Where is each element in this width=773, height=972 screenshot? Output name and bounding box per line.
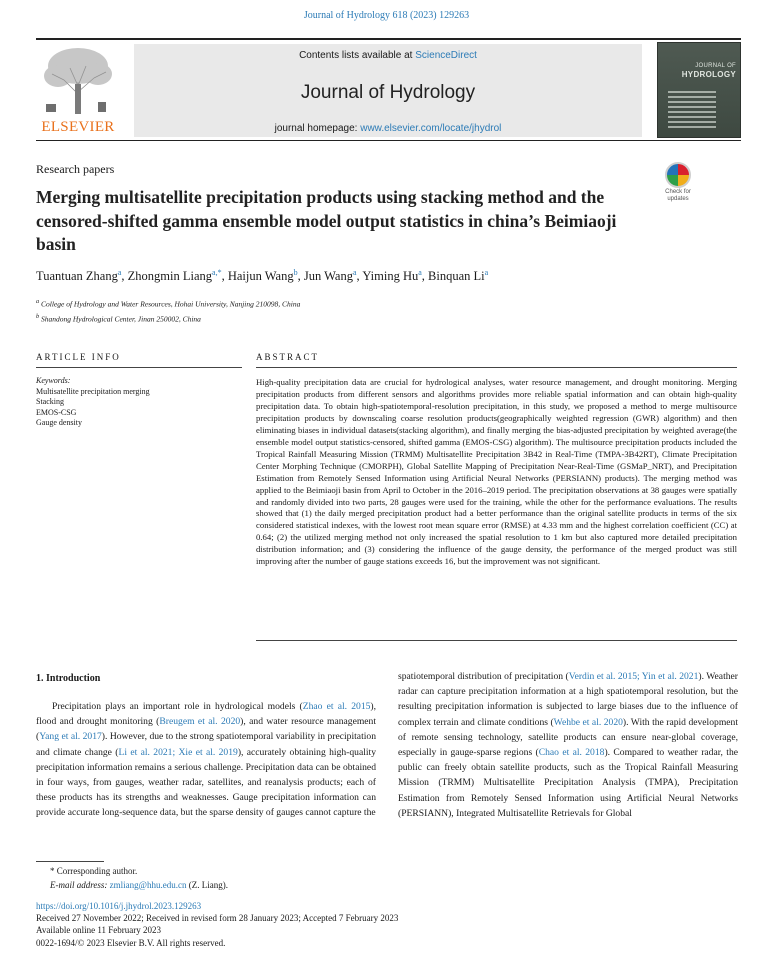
sciencedirect-link[interactable]: ScienceDirect [415,50,477,61]
contents-prefix: Contents lists available at [299,50,416,61]
introduction-heading: 1. Introduction [36,673,101,684]
author-affil-mark[interactable]: a,* [212,268,222,277]
email-line [50,879,450,893]
author-affil-mark[interactable]: a [117,268,122,277]
author-affil-mark[interactable]: a [418,268,422,277]
abstract-rule [256,367,737,368]
abstract-text: High-quality precipitation data are crucial for hydrological analyses, water resource management, and drought monitoring. Merging precipitation products from different sensors and algorithms provides more reliable spatial information and can obtain high-quality precipitation data. To obtain high-spatiotemporal-resolution precipitation, in this study, we proposed a method to merge multisource precipitation products by downscaling coarse resolution products(geographically weighted regression (GWR) algorithm) and then eliminating biases in individual datasets(stacking algorithm), and finally merging the bias-adjusted precipitation by weighted average(the ensemble model output statistics-censored, shifted gamma (EMOS-CSG) algorithm). The multisource precipitation products included the Tropical Rainfall Measuring Mission (TRMM) Multisatellite Precipitation 3B42 in Real-Time (TMPA-3B42RT), Climate Precipitation Center Morphing Technique (CMORPH), Global Satellite Mapping of Precipitation Near-Real-Time (GSMaP_NRT), and Precipitation Estimation from Remotely Sensed Information using Artificial Neural Networks (PERSIANN) products). The merging method was applied to the Beimiaoji basin from April to October in the 2016–2019 period. The precipitation observations at 38 gauges were spatially and randomly divided into two parts, 28 gauges were used for the training, while the other for the performance evaluations. The results showed that (1) the daily merged precipitation product had a better performance than the original satellite products in terms of the six considered statistical indexes, with the lowest root mean square error (RMSE) at 4.33 mm and the highest correlation coefficient (CC) at 0.64; (2) the utilized merging method not only increased the spatial resolution to 1 km but also captured more detailed precipitation distribution information; and (3) considering the influence of the gauge density, the performance of the merged product was still improving after the number of gauge stations exceeds 16, but the improvement was not significant. [256,377,737,567]
article-info-rule [36,367,242,368]
author-name[interactable]: Jun Wang [303,269,353,284]
crossmark-label: Check for updates [665,189,691,202]
online-date: Available online 11 February 2023 [36,925,161,936]
crossmark-icon [665,162,691,188]
received-dates: Received 27 November 2022; Received in revised form 28 January 2023; Accepted 7 February 2023 [36,913,399,924]
homepage-line [134,123,642,134]
author-name[interactable]: Zhongmin Liang [127,269,213,284]
email-suffix: (Z. Liang). [186,879,228,890]
keyword-item: EMOS-CSG [36,407,77,417]
author-name[interactable]: Haijun Wang [227,269,294,284]
intro-text: ), accurately obtaining high-quality precipitation information remains a serious challenge. Precipitation data can be obtained in four ways, from gauges, weather radar, satellites, and reanalysis products; each of these products has its strengths and weaknesses. Gauge precipitation information can provide accurate long-sequence data, but the sparse density of gauges cannot capture the [36,746,377,819]
author-affil-mark[interactable]: b [293,268,298,277]
intro-text: spatiotemporal distribution of precipitation ( [398,671,569,682]
author-affil-mark[interactable]: a [352,268,357,277]
section-label: Research papers [36,162,115,176]
intro-text: ), flood and drought monitoring ( [36,701,377,728]
running-head[interactable]: Journal of Hydrology 618 (2023) 129263 [303,10,470,21]
keyword-item: Gauge density [36,418,82,427]
elsevier-logo[interactable] [36,44,120,136]
journal-title[interactable]: Journal of Hydrology [300,82,476,103]
citation-link[interactable]: Wehbe et al. 2020 [553,716,623,728]
cover-title-large: HYDROLOGY [681,70,736,79]
affiliation-text: Shandong Hydrological Center, Jinan 250002, China [41,314,201,323]
affiliation-item [36,296,736,311]
keywords-label: Keywords: [36,376,71,385]
article-title: Merging multisatellite precipitation products using stacking method and the censored-shifted gamma ensemble model output statistics in china’s Beimiaoji basin [36,187,617,254]
cover-title-small: JOURNAL OF [695,63,736,69]
abstract-heading: ABSTRACT [256,352,320,362]
intro-text: ). With the rapid development of remote sensing technology, satellite products can ensure near-global coverage, especially in gauge-sparse regions ( [398,716,738,759]
affiliation-mark: a [36,298,40,305]
intro-left-column [36,699,376,821]
elsevier-wordmark: ELSEVIER [41,119,115,135]
citation-link[interactable]: Zhao et al. 2015 [302,701,371,712]
intro-text: ). Compared to weather radar, the public can freely obtain satellite products, such as the Tropical Rainfall Measuring Mission (TRMM) Multisatellite Precipitation Analysis (TMPA), Precipitation Estimation from Remotely Sensed Information using Artificial Neural Networks (PERSIANN), Integrated Multisatellite Retrievals for Global [398,747,738,819]
citation-link[interactable]: Yang et al. 2017 [39,731,102,743]
citation-link[interactable]: Li et al. 2021; Xie et al. 2019 [118,746,238,758]
author-affil-mark[interactable]: a [484,268,489,277]
affiliation-text: College of Hydrology and Water Resources, Hohai University, Nanjing 210098, China [41,299,301,309]
author-name[interactable]: Binquan Li [428,269,485,284]
affiliations [36,296,736,325]
cover-text-lines [668,91,716,131]
keywords-block [36,376,242,429]
intro-text: ), and water resource management ( [36,716,377,743]
cover-title [664,63,736,79]
copyright-line: 0022-1694/© 2023 Elsevier B.V. All rights reserved. [36,937,226,948]
keyword-item: Stacking [36,397,64,406]
journal-homepage-link[interactable]: www.elsevier.com/locate/jhydrol [360,123,502,134]
citation-link[interactable]: Chao et al. 2018 [538,747,605,759]
intro-text: ). However, due to the strong spatiotemporal variability in precipitation and climate change ( [36,731,376,758]
author-name[interactable]: Tuantuan Zhang [36,269,118,284]
journal-masthead [36,38,741,141]
author-list: Tuantuan Zhang$^a$, Zhongmin Liang$^{a,*}$, Haijun Wang$^b$, Jun Wang$^a$, Yiming Hu$^a$, Binquan Li$^a$ [36,268,489,284]
journal-cover-thumbnail[interactable] [657,42,741,138]
keyword-item: Multisatellite precipitation merging [36,386,150,396]
intro-right-column [398,669,738,821]
email-link[interactable]: zmliang@hhu.edu.cn [109,879,187,890]
article-info-heading: ARTICLE INFO [36,352,121,362]
check-for-updates-button[interactable] [659,162,697,202]
email-label: E-mail address: [50,879,110,890]
author-name[interactable]: Yiming Hu [362,269,419,284]
citation-link[interactable]: Breugem et al. 2020 [159,716,241,728]
footnote-rule [36,861,104,862]
homepage-prefix: journal homepage: [274,123,361,134]
corresponding-author-note: * Corresponding author. [50,866,138,876]
footnote [50,865,450,892]
citation-link[interactable]: Verdin et al. 2015; Yin et al. 2021 [568,671,699,682]
article-metadata [36,900,636,949]
abstract-bottom-rule [256,640,737,641]
affiliation-item [36,311,736,326]
tree-logo-icon [38,44,118,116]
affiliation-mark: b [36,312,40,320]
intro-text: Precipitation plays an important role in hydrological models ( [52,701,303,712]
intro-text: ). Weather radar can capture precipitation information at a high spatiotemporal resolution, but the resulting precipitation information is subjected to large biases due to the influence of complex terrain and climate conditions ( [398,671,738,728]
doi-link[interactable]: https://doi.org/10.1016/j.jhydrol.2023.129263 [36,901,202,911]
masthead-banner [134,44,642,137]
contents-line [134,50,642,61]
